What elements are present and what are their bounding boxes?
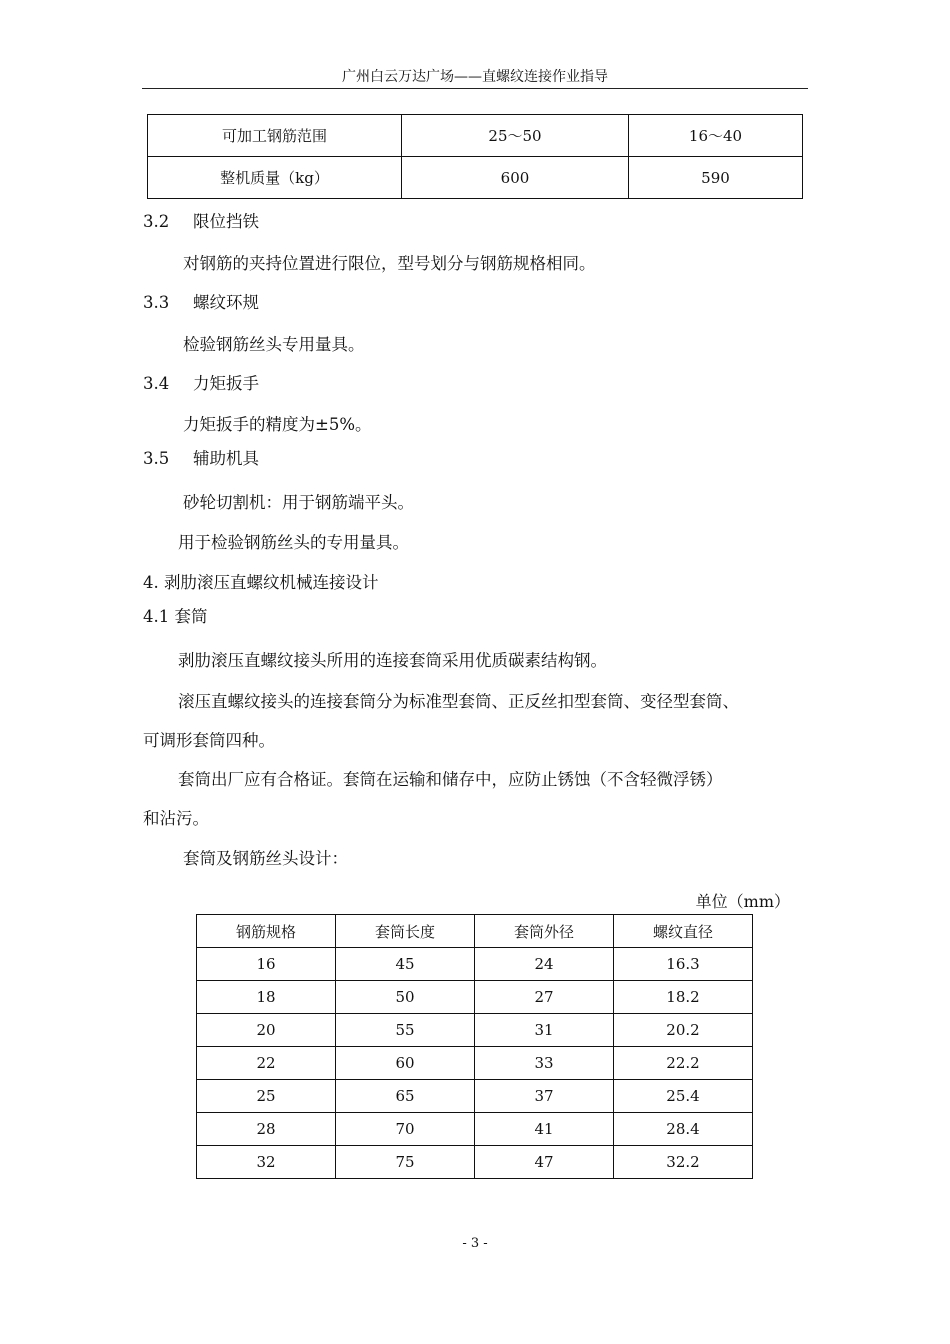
table-header-row [197, 915, 753, 948]
column-header: 钢筋规格 [197, 915, 336, 948]
paragraph: 剥肋滚压直螺纹接头所用的连接套筒采用优质碳素结构钢。 [178, 651, 607, 670]
table-cell: 28.4 [614, 1113, 753, 1146]
table-cell: 22.2 [614, 1047, 753, 1080]
table-cell: 16 [197, 948, 336, 981]
table-row [148, 115, 803, 157]
table-cell: 65 [336, 1080, 475, 1113]
table-cell: 55 [336, 1014, 475, 1047]
paragraph: 力矩扳手的精度为±5%。 [183, 415, 372, 434]
paragraph-continuation: 可调形套筒四种。 [143, 731, 275, 750]
equipment-spec-table [147, 114, 803, 199]
column-header: 套筒长度 [336, 915, 475, 948]
table-cell: 32 [197, 1146, 336, 1179]
page-number: - 3 - [462, 1236, 488, 1251]
paragraph: 套筒及钢筋丝头设计： [183, 849, 348, 868]
page-header: 广州白云万达广场——直螺纹连接作业指导 [142, 66, 808, 89]
table-cell: 47 [475, 1146, 614, 1179]
section-title: 力矩扳手 [193, 374, 259, 393]
section-heading-3-5 [143, 448, 259, 470]
table-row [197, 1047, 753, 1080]
table-row [197, 948, 753, 981]
table-cell: 25.4 [614, 1080, 753, 1113]
section-title: 螺纹环规 [193, 293, 259, 312]
table-cell: 25 [197, 1080, 336, 1113]
table-cell: 27 [475, 981, 614, 1014]
section-title: 限位挡铁 [193, 212, 259, 231]
table-row [197, 1080, 753, 1113]
table-cell: 31 [475, 1014, 614, 1047]
paragraph: 套筒出厂应有合格证。套筒在运输和储存中，应防止锈蚀（不含轻微浮锈） [178, 770, 723, 789]
table-cell: 整机质量（kg） [148, 157, 402, 199]
section-number: 3.3 [143, 293, 170, 312]
paragraph: 对钢筋的夹持位置进行限位，型号划分与钢筋规格相同。 [183, 254, 596, 273]
table-cell: 20.2 [614, 1014, 753, 1047]
table-cell: 18.2 [614, 981, 753, 1014]
column-header: 套筒外径 [475, 915, 614, 948]
section-number: 3.5 [143, 449, 170, 468]
table-cell: 70 [336, 1113, 475, 1146]
paragraph-continuation: 和沾污。 [143, 809, 209, 828]
paragraph: 砂轮切割机：用于钢筋端平头。 [183, 493, 414, 512]
table-cell: 75 [336, 1146, 475, 1179]
table-cell: 18 [197, 981, 336, 1014]
unit-label: 单位（mm） [695, 892, 790, 911]
table-cell: 50 [336, 981, 475, 1014]
paragraph: 滚压直螺纹接头的连接套筒分为标准型套筒、正反丝扣型套筒、变径型套筒、 [178, 692, 739, 711]
table-cell: 可加工钢筋范围 [148, 115, 402, 157]
section-heading-3-2 [143, 211, 259, 233]
paragraph: 用于检验钢筋丝头的专用量具。 [178, 533, 409, 552]
section-number: 3.4 [143, 374, 170, 393]
table-row [148, 157, 803, 199]
section-heading-4: 4. 剥肋滚压直螺纹机械连接设计 [143, 573, 379, 592]
table-cell: 24 [475, 948, 614, 981]
section-title: 辅助机具 [193, 449, 259, 468]
table-cell: 25～50 [402, 115, 629, 157]
table-cell: 41 [475, 1113, 614, 1146]
table-cell: 20 [197, 1014, 336, 1047]
table-cell: 600 [402, 157, 629, 199]
table-cell: 16～40 [629, 115, 803, 157]
table-cell: 28 [197, 1113, 336, 1146]
section-heading-4-1: 4.1 套筒 [143, 607, 208, 626]
table-row [197, 1014, 753, 1047]
table-cell: 22 [197, 1047, 336, 1080]
sleeve-design-table [196, 914, 753, 1179]
table-row [197, 1113, 753, 1146]
table-cell: 60 [336, 1047, 475, 1080]
table-row [197, 981, 753, 1014]
table-cell: 590 [629, 157, 803, 199]
section-heading-3-4 [143, 373, 259, 395]
paragraph: 检验钢筋丝头专用量具。 [183, 335, 365, 354]
table-cell: 32.2 [614, 1146, 753, 1179]
section-number: 3.2 [143, 212, 170, 231]
table-cell: 37 [475, 1080, 614, 1113]
table-cell: 45 [336, 948, 475, 981]
column-header: 螺纹直径 [614, 915, 753, 948]
table-row [197, 1146, 753, 1179]
table-cell: 33 [475, 1047, 614, 1080]
table-cell: 16.3 [614, 948, 753, 981]
section-heading-3-3 [143, 292, 259, 314]
